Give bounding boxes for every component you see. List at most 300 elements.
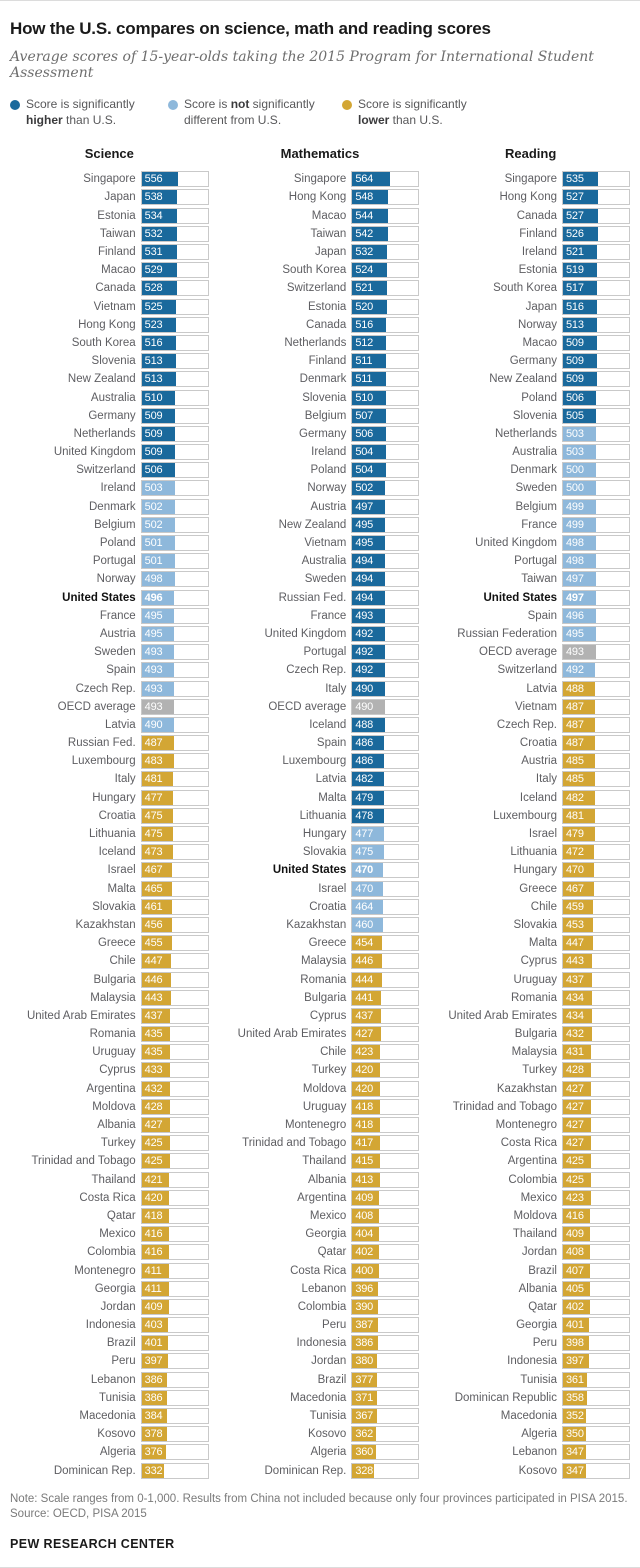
score-value: 509 (566, 373, 584, 386)
score-bar (563, 791, 595, 805)
country-label: Macedonia (79, 1410, 136, 1423)
score-bar-track (141, 462, 209, 478)
score-value: 418 (355, 1100, 374, 1113)
country-label: United States (483, 591, 557, 604)
score-bar (563, 1082, 591, 1096)
score-bar-track (351, 881, 419, 897)
score-bar-track (351, 735, 419, 751)
chart-row (425, 1061, 636, 1079)
score-bar (563, 682, 595, 696)
chart-row (215, 570, 426, 588)
score-bar-track (141, 1208, 209, 1224)
score-bar (352, 1063, 380, 1077)
score-value: 482 (355, 773, 374, 786)
score-bar-track (562, 1135, 630, 1151)
score-bar (563, 591, 596, 605)
chart-row (425, 534, 636, 552)
score-bar (563, 1154, 591, 1168)
score-bar-track (141, 590, 209, 606)
score-bar-track (141, 1008, 209, 1024)
score-bar-track (562, 553, 630, 569)
score-value: 516 (355, 318, 374, 331)
country-label: Sweden (515, 482, 557, 495)
source-line: Source: OECD, PISA 2015 (10, 1508, 147, 1521)
score-bar (563, 463, 596, 477)
score-value: 497 (566, 573, 584, 586)
chart-row (4, 552, 215, 570)
score-bar (563, 1209, 590, 1223)
score-bar-track (562, 1062, 630, 1078)
score-value: 544 (355, 209, 374, 222)
chart-row (425, 1152, 636, 1170)
score-value: 396 (355, 1282, 374, 1295)
country-label: Norway (307, 482, 347, 495)
score-bar (142, 645, 175, 659)
score-value: 402 (355, 1246, 374, 1259)
score-bar (563, 391, 596, 405)
chart-row (215, 1207, 426, 1225)
score-value: 447 (144, 955, 163, 968)
score-bar (142, 554, 175, 568)
country-label: Portugal (514, 555, 557, 568)
chart-row (425, 952, 636, 970)
score-bar (352, 1173, 379, 1187)
country-label: Moldova (302, 1082, 347, 1095)
score-bar-track (562, 626, 630, 642)
country-label: Costa Rica (79, 1191, 136, 1204)
chart-row (425, 388, 636, 406)
score-bar (352, 991, 381, 1005)
score-bar-track (141, 717, 209, 733)
chart-row (215, 443, 426, 461)
chart-row (215, 188, 426, 206)
country-label: Luxembourg (493, 809, 557, 822)
score-value: 415 (355, 1155, 374, 1168)
score-value: 432 (566, 1028, 584, 1041)
score-bar-track (141, 1335, 209, 1351)
chart-row (425, 1007, 636, 1025)
score-bar-track (141, 608, 209, 624)
chart-row (425, 1261, 636, 1279)
country-label: Turkey (522, 1064, 557, 1077)
footer (0, 1480, 640, 1557)
score-value: 401 (566, 1319, 584, 1332)
score-value: 493 (355, 609, 374, 622)
score-value: 413 (355, 1173, 374, 1186)
score-value: 485 (566, 755, 584, 768)
score-value: 495 (355, 518, 374, 531)
score-bar (352, 1100, 380, 1114)
score-bar (352, 354, 386, 368)
country-label: Costa Rica (500, 1137, 557, 1150)
country-label: United States (272, 864, 347, 877)
score-value: 441 (355, 991, 374, 1004)
score-value: 427 (566, 1119, 584, 1132)
chart-row (425, 1280, 636, 1298)
score-bar-track (562, 1390, 630, 1406)
country-label: Estonia (307, 300, 347, 313)
score-bar-track (562, 644, 630, 660)
score-value: 376 (144, 1446, 163, 1459)
country-label: Finland (308, 355, 347, 368)
score-bar-track (351, 972, 419, 988)
score-value: 427 (144, 1119, 163, 1132)
chart-row (4, 516, 215, 534)
score-bar-track (141, 335, 209, 351)
score-value: 528 (144, 282, 163, 295)
chart-row (215, 898, 426, 916)
higher-dot-icon (10, 100, 20, 110)
chart-row (4, 1462, 215, 1480)
score-bar (563, 572, 596, 586)
country-label: Bulgaria (304, 991, 347, 1004)
chart-row (215, 170, 426, 188)
chart-row (4, 1352, 215, 1370)
same-dot-icon (168, 100, 178, 110)
chart-row (4, 934, 215, 952)
score-value: 470 (355, 864, 374, 877)
country-label: Netherlands (73, 427, 136, 440)
chart-row (425, 443, 636, 461)
score-bar (142, 300, 177, 314)
country-label: Jordan (521, 1246, 557, 1259)
score-bar-track (351, 1335, 419, 1351)
score-bar-track (351, 517, 419, 533)
score-bar (142, 609, 175, 623)
score-value: 503 (566, 446, 584, 459)
score-value: 475 (355, 846, 374, 859)
score-bar-track (562, 408, 630, 424)
score-bar-track (562, 881, 630, 897)
score-bar (142, 936, 172, 950)
score-bar-track (141, 1353, 209, 1369)
country-label: Germany (88, 409, 136, 422)
score-value: 475 (144, 809, 163, 822)
score-bar (142, 882, 173, 896)
chart-row (425, 1207, 636, 1225)
score-bar-track (351, 626, 419, 642)
score-value: 516 (144, 336, 163, 349)
score-value: 380 (355, 1355, 374, 1368)
score-bar (563, 700, 595, 714)
score-bar-track (351, 1099, 419, 1115)
country-label: Brazil (106, 1337, 136, 1350)
score-bar (142, 1082, 171, 1096)
score-bar-track (351, 1172, 419, 1188)
chart-row (215, 425, 426, 443)
chart-row (215, 1171, 426, 1189)
score-bar (352, 609, 385, 623)
country-label: New Zealand (489, 373, 557, 386)
country-label: Latvia (315, 773, 347, 786)
score-bar (142, 1173, 170, 1187)
country-label: Chile (109, 955, 136, 968)
score-bar-track (351, 571, 419, 587)
score-bar (563, 209, 598, 223)
score-bar (563, 336, 597, 350)
score-bar (142, 1318, 169, 1332)
score-value: 506 (355, 427, 374, 440)
country-label: Ireland (311, 446, 347, 459)
score-bar-track (562, 535, 630, 551)
chart-row (425, 279, 636, 297)
country-label: Indonesia (296, 1337, 347, 1350)
country-label: Croatia (309, 900, 347, 913)
score-bar-track (351, 280, 419, 296)
score-value: 456 (144, 918, 163, 931)
score-value: 437 (144, 1009, 163, 1022)
chart-row (4, 298, 215, 316)
score-value: 409 (355, 1191, 374, 1204)
score-value: 521 (566, 246, 584, 259)
score-value: 502 (144, 500, 163, 513)
score-bar (142, 1027, 171, 1041)
score-bar-track (141, 917, 209, 933)
column-header-reading: Reading (505, 146, 557, 162)
score-bar (352, 900, 383, 914)
chart-row (4, 607, 215, 625)
score-bar-track (351, 444, 419, 460)
country-label: Croatia (98, 809, 136, 822)
score-bar (352, 391, 386, 405)
country-label: France (521, 518, 557, 531)
score-bar-track (351, 935, 419, 951)
chart-row (215, 207, 426, 225)
score-bar-track (562, 353, 630, 369)
score-bar (142, 1009, 171, 1023)
score-bar (563, 1191, 591, 1205)
chart-row (215, 1152, 426, 1170)
score-value: 501 (144, 537, 163, 550)
score-bar-track (351, 1081, 419, 1097)
score-bar-track (562, 844, 630, 860)
score-value: 498 (144, 573, 163, 586)
score-bar (142, 1445, 167, 1459)
chart-row (215, 607, 426, 625)
country-label: Hungary (302, 828, 347, 841)
score-bar-track (351, 753, 419, 769)
country-label: Australia (301, 555, 347, 568)
score-bar (352, 1045, 380, 1059)
chart-row (425, 407, 636, 425)
score-bar (352, 1082, 380, 1096)
score-value: 398 (566, 1337, 584, 1350)
chart-row (4, 770, 215, 788)
score-bar-track (141, 353, 209, 369)
country-label: Tunisia (99, 1391, 136, 1404)
chart-row (4, 625, 215, 643)
country-label: Germany (509, 355, 557, 368)
chart-row (215, 552, 426, 570)
score-bar-track (141, 1281, 209, 1297)
country-label: Mexico (309, 1209, 347, 1222)
chart-row (215, 479, 426, 497)
score-bar-track (562, 1117, 630, 1133)
score-bar (142, 263, 177, 277)
score-value: 504 (355, 446, 374, 459)
score-value: 488 (355, 718, 374, 731)
score-value: 425 (566, 1155, 584, 1168)
column-header-mathematics: Mathematics (280, 146, 360, 162)
column-reading (425, 138, 636, 1480)
chart-row (425, 334, 636, 352)
score-value: 470 (355, 882, 374, 895)
score-bar-track (141, 1317, 209, 1333)
score-value: 420 (144, 1191, 163, 1204)
country-label: Belgium (94, 518, 136, 531)
chart-row (215, 1134, 426, 1152)
score-bar-track (562, 1208, 630, 1224)
score-bar-track (351, 699, 419, 715)
country-label: Portugal (92, 555, 136, 568)
country-label: Belgium (304, 409, 347, 422)
score-bar (563, 263, 597, 277)
score-value: 513 (566, 318, 584, 331)
score-bar (563, 918, 593, 932)
score-value: 328 (355, 1464, 374, 1477)
chart-row (4, 679, 215, 697)
score-value: 510 (144, 391, 163, 404)
chart-row (425, 352, 636, 370)
page-title: How the U.S. compares on science, math and reading scores (10, 19, 491, 38)
score-bar-track (562, 590, 630, 606)
score-value: 347 (566, 1464, 584, 1477)
score-bar (563, 445, 596, 459)
score-bar (142, 1464, 164, 1478)
score-bar (142, 190, 178, 204)
score-value: 416 (566, 1209, 584, 1222)
score-value: 506 (566, 391, 584, 404)
score-bar (563, 882, 594, 896)
score-bar-track (141, 571, 209, 587)
chart-row (4, 1025, 215, 1043)
score-value: 427 (566, 1137, 584, 1150)
score-bar-track (351, 244, 419, 260)
score-bar (142, 481, 175, 495)
chart-row (4, 570, 215, 588)
score-bar-track (351, 1062, 419, 1078)
country-label: Macao (101, 264, 136, 277)
country-label: Bulgaria (93, 973, 136, 986)
score-bar-track (562, 972, 630, 988)
score-value: 427 (566, 1082, 584, 1095)
score-bar (563, 1045, 591, 1059)
country-label: Norway (96, 573, 136, 586)
country-label: Norway (518, 318, 557, 331)
chart-row (215, 770, 426, 788)
score-bar-track (562, 1408, 630, 1424)
score-bar (352, 1300, 378, 1314)
score-bar-track (141, 426, 209, 442)
score-value: 420 (355, 1082, 374, 1095)
score-bar-track (562, 1353, 630, 1369)
score-bar-track (351, 826, 419, 842)
country-label: Russian Fed. (278, 591, 347, 604)
score-bar (142, 845, 173, 859)
score-bar (563, 718, 595, 732)
score-bar-track (351, 608, 419, 624)
score-value: 493 (144, 664, 163, 677)
score-value: 488 (566, 682, 584, 695)
score-value: 473 (144, 846, 163, 859)
score-value: 494 (355, 555, 374, 568)
score-bar-track (351, 899, 419, 915)
score-bar-track (141, 1026, 209, 1042)
score-bar-track (141, 1190, 209, 1206)
chart-row (425, 898, 636, 916)
score-value: 446 (144, 973, 163, 986)
score-bar-track (141, 499, 209, 515)
score-bar-track (141, 735, 209, 751)
score-bar (563, 281, 597, 295)
chart-row (4, 716, 215, 734)
score-bar-track (351, 790, 419, 806)
score-bar (142, 572, 175, 586)
score-value: 487 (144, 737, 163, 750)
chart-row (215, 825, 426, 843)
country-label: Singapore (83, 173, 136, 186)
country-label: Spain (106, 664, 136, 677)
score-value: 418 (144, 1209, 163, 1222)
chart-row (425, 698, 636, 716)
score-bar-track (351, 990, 419, 1006)
chart-row (4, 1425, 215, 1443)
score-bar-track (351, 662, 419, 678)
legend-higher-line1: Score is significantly (26, 97, 135, 111)
score-bar (352, 1209, 379, 1223)
score-value: 499 (566, 500, 584, 513)
score-value: 332 (144, 1464, 163, 1477)
score-value: 542 (355, 227, 374, 240)
score-bar (563, 518, 596, 532)
country-label: Kazakhstan (286, 918, 347, 931)
chart-row (4, 1134, 215, 1152)
score-bar-track (562, 1153, 630, 1169)
score-bar-track (562, 1263, 630, 1279)
header (0, 19, 640, 81)
country-label: Singapore (293, 173, 347, 186)
score-bar-track (141, 535, 209, 551)
chart-row (4, 843, 215, 861)
chart-row (4, 898, 215, 916)
score-bar-track (141, 244, 209, 260)
chart-row (215, 298, 426, 316)
country-label: Slovenia (302, 391, 347, 404)
score-bar (563, 772, 595, 786)
score-value: 446 (355, 955, 374, 968)
chart-row (215, 789, 426, 807)
country-label: Czech Rep. (75, 682, 136, 695)
score-bar-track (141, 881, 209, 897)
score-value: 428 (144, 1100, 163, 1113)
score-bar (142, 1354, 168, 1368)
score-bar (142, 409, 176, 423)
score-bar-track (141, 844, 209, 860)
score-bar-track (351, 1117, 419, 1133)
score-bar (352, 300, 386, 314)
chart-row (425, 479, 636, 497)
score-bar-track (351, 353, 419, 369)
score-bar (142, 791, 173, 805)
score-bar-track (562, 1244, 630, 1260)
country-label: Iceland (519, 791, 557, 804)
score-value: 437 (566, 973, 584, 986)
score-bar-track (562, 317, 630, 333)
chart-row (4, 1407, 215, 1425)
chart-row (4, 1280, 215, 1298)
score-value: 486 (355, 737, 374, 750)
score-value: 350 (566, 1428, 584, 1441)
